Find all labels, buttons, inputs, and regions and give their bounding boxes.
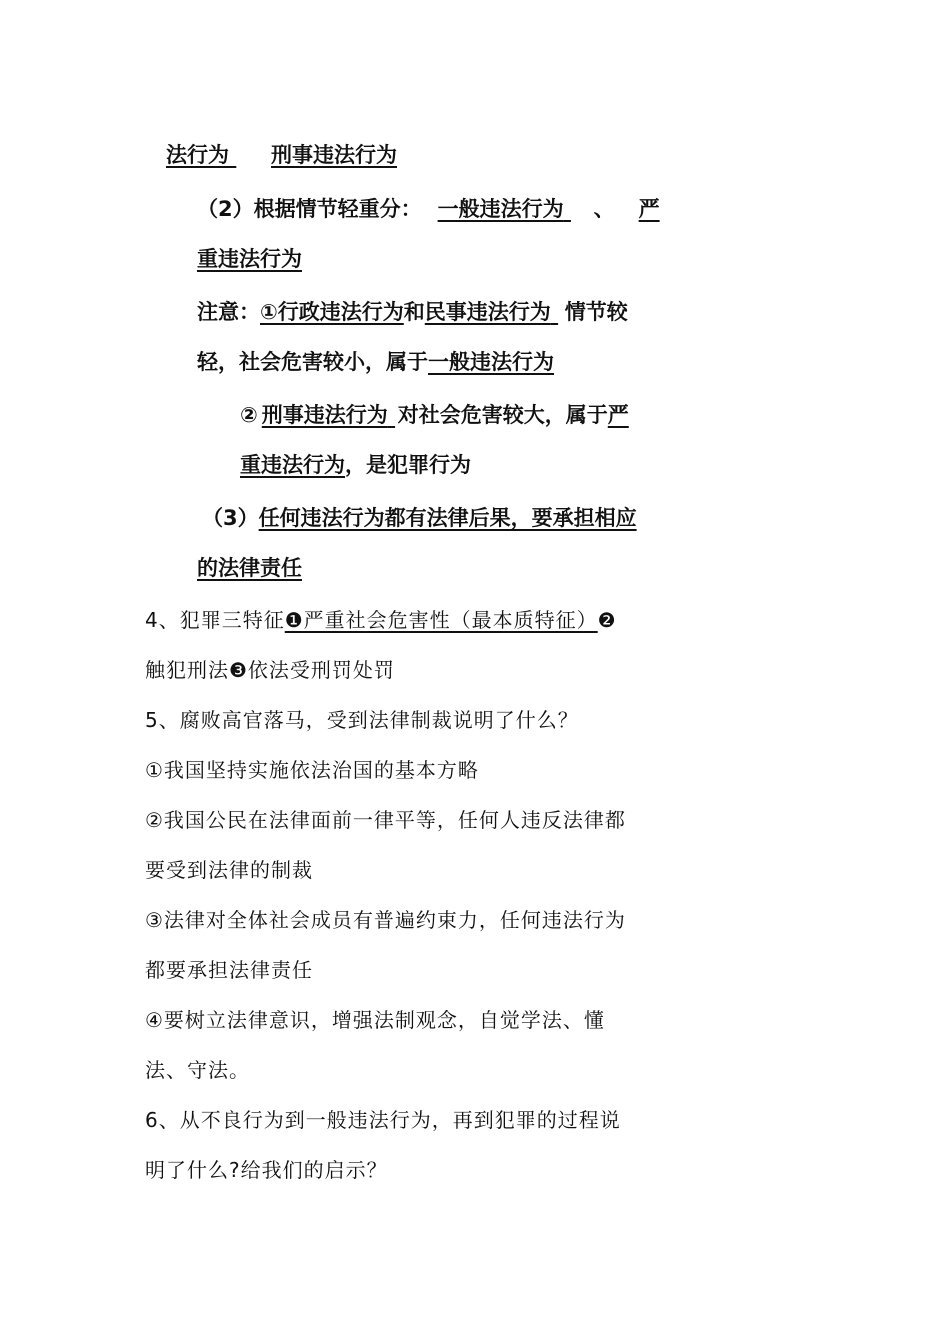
text-segment: 重违法行为 xyxy=(197,247,302,271)
text-segment: 情节较 xyxy=(564,300,628,324)
line-4 xyxy=(197,298,628,326)
text-segment: 都要承担法律责任 xyxy=(145,958,313,982)
line-8 xyxy=(202,504,637,532)
text-segment: 明了什么?给我们的启示？ xyxy=(145,1158,388,1182)
line-10 xyxy=(145,606,617,634)
line-15 xyxy=(145,856,313,884)
text-segment: 的法律责任 xyxy=(197,556,302,580)
text-segment: ❷ xyxy=(597,608,617,632)
text-segment: 法、守法。 xyxy=(145,1058,250,1082)
text-segment: 对社会危害较大，属于 xyxy=(397,403,608,427)
text-segment: 和 xyxy=(403,300,425,324)
text-segment: 要受到法律的制裁 xyxy=(145,858,313,882)
text-segment: 一般违法行为 xyxy=(428,350,554,374)
text-segment: 严 xyxy=(607,403,629,427)
text-segment: 一般违法行为 xyxy=(437,197,564,221)
text-segment: 注意： xyxy=(197,300,260,324)
line-12 xyxy=(145,706,579,734)
line-7 xyxy=(240,451,471,479)
text-segment: ② xyxy=(240,403,258,427)
text-segment: ②我国公民在法律面前一律平等，任何人违反法律都 xyxy=(145,808,626,832)
text-segment: ，是犯罪行为 xyxy=(345,453,471,477)
line-14 xyxy=(145,806,626,834)
text-segment: （3） xyxy=(202,506,259,530)
text-segment: 法行为 xyxy=(166,143,229,167)
text-segment: ③法律对全体社会成员有普遍约束力，任何违法行为 xyxy=(145,908,626,932)
text-segment: ①我国坚持实施依法治国的基本方略 xyxy=(145,758,479,782)
text-segment: 任何违法行为都有法律后果，要承担相应 xyxy=(258,506,637,530)
line-18 xyxy=(145,1006,605,1034)
text-segment: 重违法行为 xyxy=(240,453,345,477)
text-segment: 、 xyxy=(593,197,615,221)
text-segment: ①行政违法行为 xyxy=(260,300,404,324)
text-segment: 民事违法行为 xyxy=(424,300,551,324)
text-segment: 严 xyxy=(638,197,660,221)
line-20 xyxy=(145,1106,621,1134)
line-11 xyxy=(145,656,395,684)
text-segment: ❶严重社会危害性（最本质特征） xyxy=(284,608,598,632)
line-3 xyxy=(197,245,302,273)
line-2 xyxy=(197,195,660,223)
line-16 xyxy=(145,906,626,934)
text-segment: 刑事违法行为 xyxy=(261,403,388,427)
line-17 xyxy=(145,956,313,984)
text-segment: 触犯刑法❸依法受刑罚处罚 xyxy=(145,658,395,682)
text-segment: ④要树立法律意识，增强法制观念，自觉学法、懂 xyxy=(145,1008,605,1032)
underline-gap xyxy=(229,141,271,169)
text-segment: 6、从不良行为到一般违法行为，再到犯罪的过程说 xyxy=(145,1108,621,1132)
text-segment: 轻，社会危害较小，属于 xyxy=(197,350,428,374)
line-21 xyxy=(145,1156,388,1184)
line-5 xyxy=(197,348,554,376)
text-segment: 4、犯罪三特征 xyxy=(145,608,285,632)
line-1 xyxy=(166,141,397,169)
text-segment: 刑事违法行为 xyxy=(271,143,397,167)
text-segment: （2）根据情节轻重分： xyxy=(197,197,422,221)
line-9 xyxy=(197,554,302,582)
line-19 xyxy=(145,1056,250,1084)
line-6 xyxy=(240,401,629,429)
text-segment: 5、腐败高官落马，受到法律制裁说明了什么？ xyxy=(145,708,579,732)
line-13 xyxy=(145,756,479,784)
